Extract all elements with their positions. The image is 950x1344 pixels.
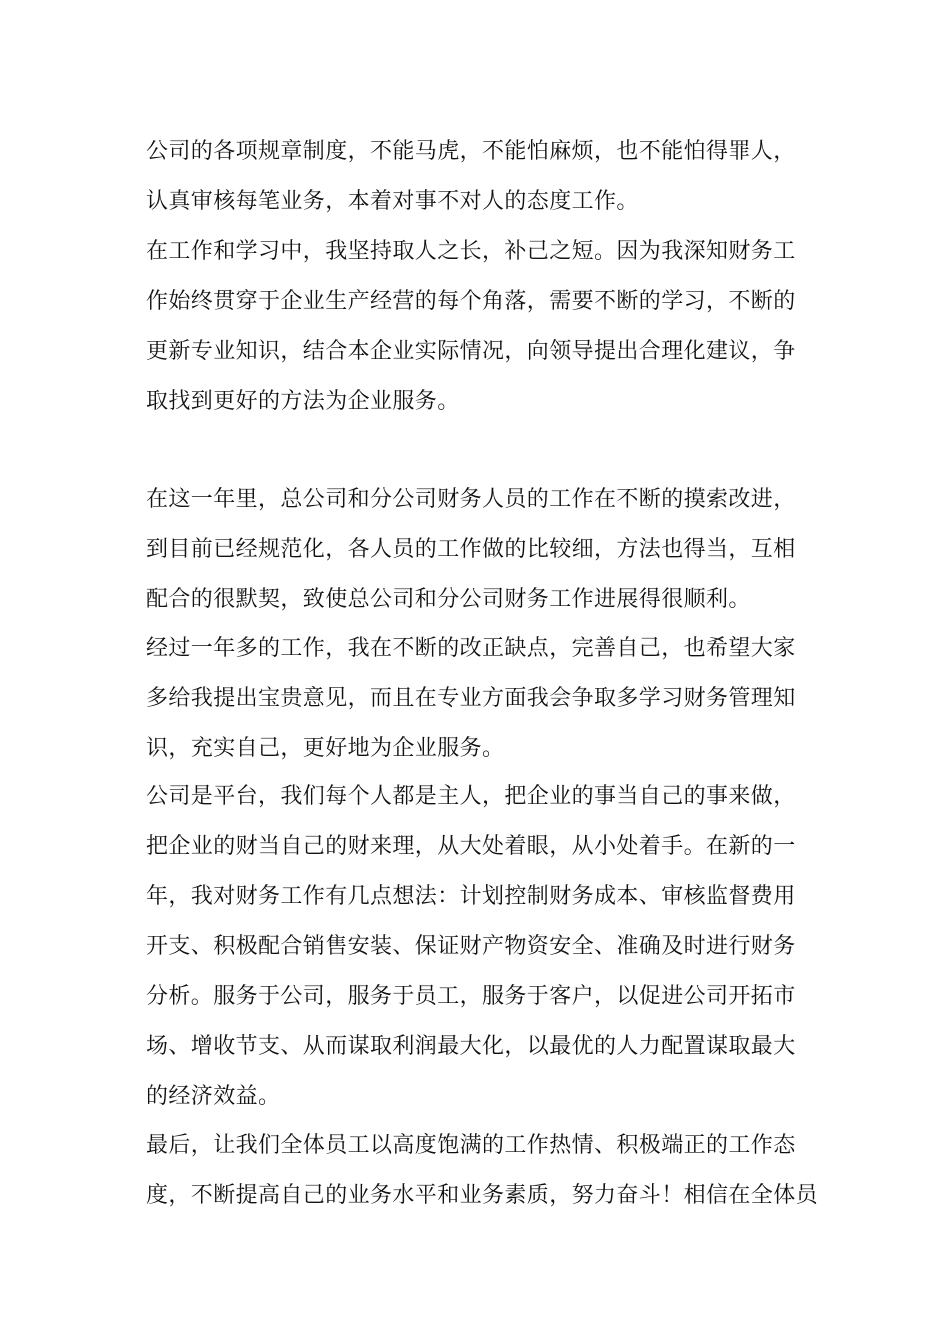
text-line: 在工作和学习中，我坚持取人之长，补己之短。因为我深知财务工 [146, 239, 796, 264]
text-line: 取找到更好的方法为企业服务。 [146, 389, 460, 414]
text-line: 到目前已经规范化，各人员的工作做的比较细，方法也得当，互相 [146, 537, 796, 562]
text-line: 作始终贯穿于企业生产经营的每个角落，需要不断的学习，不断的 [146, 289, 796, 314]
text-line: 公司是平台，我们每个人都是主人，把企业的事当自己的事来做， [146, 784, 796, 809]
text-line: 年，我对财务工作有几点想法：计划控制财务成本、审核监督费用 [146, 884, 796, 909]
text-line: 认真审核每笔业务，本着对事不对人的态度工作。 [146, 189, 639, 214]
text-line: 分析。服务于公司，服务于员工，服务于客户，以促进公司开拓市 [146, 984, 796, 1009]
text-line: 经过一年多的工作，我在不断的改正缺点，完善自己，也希望大家 [146, 636, 796, 661]
text-line: 多给我提出宝贵意见，而且在专业方面我会争取多学习财务管理知 [146, 686, 796, 711]
text-line: 度，不断提高自己的业务水平和业务素质，努力奋斗！相信在全体员 [146, 1183, 819, 1208]
text-line: 场、增收节支、从而谋取利润最大化，以最优的人力配置谋取最大 [146, 1034, 796, 1059]
text-line: 配合的很默契，致使总公司和分公司财务工作进展得很顺利。 [146, 587, 751, 612]
text-line: 更新专业知识，结合本企业实际情况，向领导提出合理化建议，争 [146, 339, 796, 364]
text-line: 的经济效益。 [146, 1084, 281, 1109]
text-line: 最后，让我们全体员工以高度饱满的工作热情、积极端正的工作态 [146, 1133, 796, 1158]
text-line: 把企业的财当自己的财来理，从大处着眼，从小处着手。在新的一 [146, 834, 796, 859]
text-line: 在这一年里，总公司和分公司财务人员的工作在不断的摸索改进， [146, 487, 796, 512]
text-line: 公司的各项规章制度，不能马虎，不能怕麻烦，也不能怕得罪人， [146, 139, 796, 164]
text-line: 开支、积极配合销售安装、保证财产物资安全、准确及时进行财务 [146, 934, 796, 959]
text-line: 识，充实自己，更好地为企业服务。 [146, 736, 505, 761]
